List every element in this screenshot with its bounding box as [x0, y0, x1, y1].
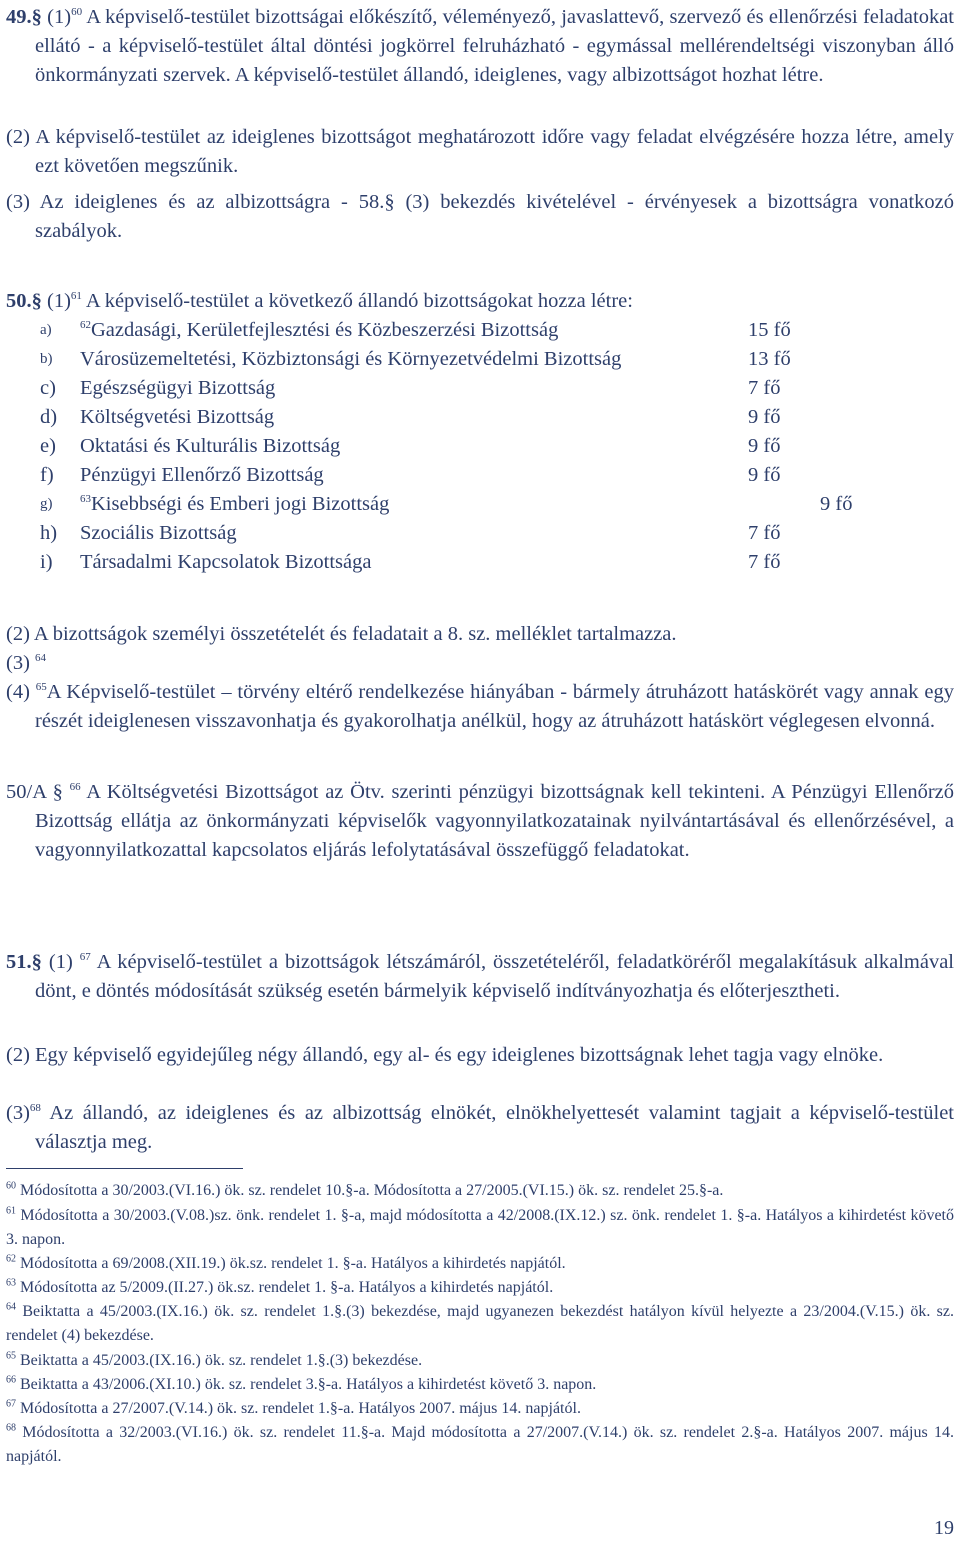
- section-51-para-3: $(3)^{68}$ Az állandó, az ideiglenes és az albizottság elnökét, elnökhelyettesét valamint tagjait a képviselő-testület választja meg.: [6, 1102, 954, 1153]
- footnote: $^{64}$ Beiktatta a 45/2003.(IX.16.) ök. sz. rendelet 1.§.(3) bekezdése, majd ugyanezen bekezdést hatályon kívül helyezte a 23/2004.(V.15.) ök. sz. rendelet (4) bekezdése.: [6, 1301, 954, 1345]
- committee-name: Pénzügyi Ellenőrző Bizottság: [80, 464, 324, 486]
- committee-name: Oktatási és Kulturális Bizottság: [80, 435, 341, 457]
- list-item: [40, 548, 940, 577]
- committee-name: Társadalmi Kapcsolatok Bizottsága: [80, 551, 372, 573]
- footnote: $^{62}$ Módosította a 69/2008.(XII.19.) ök.sz. rendelet 1. §-a. Hatályos a kihirdetés napjától.: [6, 1253, 566, 1272]
- committee-name: Kisebbségi és Emberi jogi Bizottság: [91, 493, 390, 515]
- list-letter: g): [40, 496, 53, 512]
- list-letter: d): [40, 406, 58, 428]
- section-number: 50.: [6, 290, 32, 312]
- committee-size: 9 fő: [748, 406, 781, 428]
- committee-size: 7 fő: [748, 377, 781, 399]
- footnote-divider: [6, 1168, 243, 1169]
- footnote: $^{63}$ Módosította az 5/2009.(II.27.) ök.sz. rendelet 1. §-a. Hatályos a kihirdetés napjától.: [6, 1277, 554, 1296]
- section-sign: §: [52, 781, 63, 803]
- footnote-ref[interactable]: 68: [29, 1102, 41, 1115]
- section-sign: §: [31, 6, 42, 28]
- committee-size: 7 fő: [748, 522, 781, 544]
- section-51-para-2: (2) Egy képviselő egyidejűleg négy állandó, egy al- és egy ideiglenes bizottságnak lehet tagja vagy elnöke.: [6, 1044, 884, 1066]
- section-50-para-3: (3) $^{64}$: [6, 652, 47, 674]
- list-item: [40, 519, 940, 548]
- footnote: $^{67}$ Módosította a 27/2007.(V.14.) ök. sz. rendelet 1.§-a. Hatályos 2007. május 14. napjától.: [6, 1398, 581, 1417]
- section-50a: 50/A § $^{66}$ A Költségvetési Bizottságot az Ötv. szerinti pénzügyi bizottságnak kell tekinteni. A Pénzügyi Ellenőrző Bizottság ellátja az önkormányzati képviselők vagyonnyilatkozatainak nyilvántartásával és ellenőrzésével, a vagyonnyilatkozattal kapcsolatos eljárás lefolytatásával összefüggő feladatokat.: [6, 781, 955, 861]
- list-item: [40, 374, 940, 403]
- footnote: $^{61}$ Módosította a 30/2003.(V.08.)sz. önk. rendelet 1. §-a, majd módosította a 42/2008.(IX.12.) sz. önk. rendelet 1. §-a. Hatályos a kihirdetést követő 3. napon.: [6, 1205, 954, 1249]
- committee-name: Költségvetési Bizottság: [80, 406, 275, 428]
- page-number: 19: [934, 1517, 954, 1539]
- footnote: $^{60}$ Módosította a 30/2003.(VI.16.) ök. sz. rendelet 10.§-a. Módosította a 27/2005.(VI.15.) ök. sz. rendelet 25.§-a.: [6, 1180, 724, 1199]
- list-item: [40, 345, 940, 374]
- committee-size: 13 fő: [748, 348, 791, 370]
- list-letter: b): [40, 351, 53, 367]
- footnote-ref[interactable]: 60: [71, 6, 83, 19]
- section-49-para-3: (3) Az ideiglenes és az albizottságra - 58.§ (3) bekezdés kivételével - érvényesek a bizottságra vonatkozó szabályok.: [6, 191, 954, 242]
- footnote: $^{68}$ Módosította a 32/2003.(VI.16.) ök. sz. rendelet 11.§-a. Majd módosította a 27/2007.(V.14.) ök. sz. rendelet 2.§-a. Hatályos 2007. május 14. napjától.: [6, 1422, 954, 1466]
- committee-size: 9 fő: [748, 435, 781, 457]
- list-letter: h): [40, 522, 58, 544]
- list-item: [40, 461, 940, 490]
- footnote-ref[interactable]: 65: [35, 681, 47, 694]
- section-49-para-2: (2) A képviselő-testület az ideiglenes bizottságot meghatározott időre vagy feladat elvégzésére hozza létre, amely ezt követően megszűnik.: [6, 126, 954, 177]
- list-letter: i): [40, 551, 53, 573]
- section-number: 51.: [6, 951, 32, 973]
- committee-name: Városüzemeltetési, Közbiztonsági és Környezetvédelmi Bizottság: [80, 348, 622, 370]
- section-50-para-2: (2) A bizottságok személyi összetételét és feladatait a 8. sz. melléklet tartalmazza.: [6, 623, 677, 645]
- list-letter: c): [40, 377, 56, 399]
- committee-size: 7 fő: [748, 551, 781, 573]
- list-letter: e): [40, 435, 56, 457]
- section-sign: §: [31, 290, 42, 312]
- section-number: 49.: [6, 6, 32, 28]
- footnote-ref[interactable]: 61: [70, 290, 82, 303]
- footnote-ref[interactable]: 64: [35, 652, 47, 665]
- committee-size: 9 fő: [748, 464, 781, 486]
- list-letter: a): [40, 322, 52, 338]
- committee-list: [40, 316, 940, 577]
- list-item: [40, 403, 940, 432]
- footnote-ref[interactable]: 66: [69, 781, 81, 794]
- footnote-ref[interactable]: 63: [80, 493, 91, 506]
- list-item: [40, 490, 940, 519]
- footnote-ref[interactable]: 67: [79, 951, 91, 964]
- footnote-ref[interactable]: 62: [80, 319, 91, 332]
- section-50-para-4: (4) $^{65}$A Képviselő-testület – törvény eltérő rendelkezése hiányában - bármely átruházott hatáskörét vagy annak egy részét ideiglenesen visszavonhatja és gyakorolhatja anélkül, hogy az átruházott hatáskört véglegesen elvonná.: [6, 681, 954, 732]
- footnote: $^{66}$ Beiktatta a 43/2006.(XI.10.) ök. sz. rendelet 3.§-a. Hatályos a kihirdetést követő 3. napon.: [6, 1374, 597, 1393]
- committee-size: 9 fő: [820, 493, 853, 515]
- section-51-para-1: 51.§ (1) $^{67}$ A képviselő-testület a bizottságok létszámáról, összetételéről, feladatköréről megalakításuk alkalmával dönt, e döntés módosítását szükség esetén bármelyik képviselő indítványozhatja és előterjesztheti.: [6, 951, 955, 1002]
- committee-name: Szociális Bizottság: [80, 522, 237, 544]
- footnote: $^{65}$ Beiktatta a 45/2003.(IX.16.) ök. sz. rendelet 1.§.(3) bekezdése.: [6, 1350, 423, 1369]
- list-letter: f): [40, 464, 54, 486]
- list-item: [40, 432, 940, 461]
- committee-size: 15 fő: [748, 319, 791, 341]
- committee-name: Egészségügyi Bizottság: [80, 377, 276, 399]
- list-item: [40, 316, 940, 345]
- section-49-para-1: 49.§ $(1)^{60}$ A képviselő-testület bizottságai előkészítő, véleményező, javaslattevő, szervező és ellenőrzési feladatokat ellátó - a képviselő-testület által döntési jogkörrel felruházható - egymással mellérendeltségi viszonyban álló önkormányzati szervek. A képviselő-testület állandó, ideiglenes, vagy albizottságot hozhat létre.: [6, 6, 955, 86]
- section-50-para-1: 50.§ $(1)^{61}$ A képviselő-testület a következő állandó bizottságokat hozza létre:: [6, 290, 633, 312]
- committee-name: Gazdasági, Kerületfejlesztési és Közbeszerzési Bizottság: [91, 319, 559, 341]
- section-sign: §: [31, 951, 42, 973]
